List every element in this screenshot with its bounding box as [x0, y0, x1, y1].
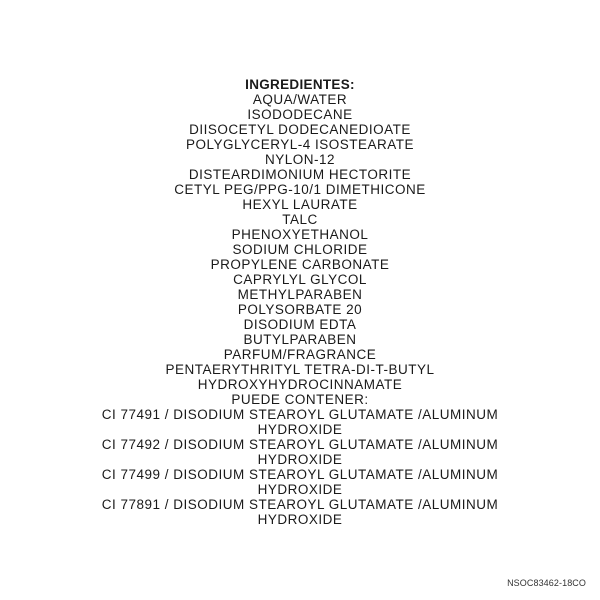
colorant-line: HYDROXIDE [257, 422, 343, 437]
may-contain-heading: PUEDE CONTENER: [231, 392, 369, 407]
colorant-line: HYDROXIDE [257, 512, 343, 527]
ingredient-line: POLYGLYCERYL-4 ISOSTEARATE [185, 137, 415, 152]
ingredient-line: HEXYL LAURATE [242, 197, 358, 212]
ingredient-line: PROPYLENE CARBONATE [210, 257, 390, 272]
ingredient-line: SODIUM CHLORIDE [232, 242, 368, 257]
ingredient-line: NYLON-12 [264, 152, 336, 167]
colorant-line: CI 77891 / DISODIUM STEAROYL GLUTAMATE /ALUMINUM [101, 497, 499, 512]
colorant-line: HYDROXIDE [257, 482, 343, 497]
ingredient-line: AQUA/WATER [252, 92, 348, 107]
ingredient-line: ISODODECANE [247, 107, 353, 122]
ingredient-line: CETYL PEG/PPG-10/1 DIMETHICONE [174, 182, 426, 197]
ingredient-line: CAPRYLYL GLYCOL [233, 272, 367, 287]
ingredients-title: INGREDIENTES: [245, 77, 355, 92]
colorant-line: CI 77499 / DISODIUM STEAROYL GLUTAMATE /ALUMINUM [101, 467, 499, 482]
ingredients-panel [0, 77, 600, 527]
ingredient-line: DISODIUM EDTA [243, 317, 357, 332]
ingredient-line: TALC [282, 212, 318, 227]
colorant-line: CI 77492 / DISODIUM STEAROYL GLUTAMATE /ALUMINUM [101, 437, 499, 452]
colorant-line: HYDROXIDE [257, 452, 343, 467]
ingredient-line: DISTEARDIMONIUM HECTORITE [188, 167, 412, 182]
product-code: NSOC83462-18CO [507, 578, 586, 588]
ingredient-line: METHYLPARABEN [237, 287, 363, 302]
ingredient-line: DIISOCETYL DODECANEDIOATE [189, 122, 411, 137]
ingredient-line: PHENOXYETHANOL [231, 227, 369, 242]
ingredient-line: BUTYLPARABEN [243, 332, 357, 347]
colorant-line: CI 77491 / DISODIUM STEAROYL GLUTAMATE /ALUMINUM [101, 407, 499, 422]
ingredient-line: PARFUM/FRAGRANCE [223, 347, 377, 362]
ingredient-line: POLYSORBATE 20 [237, 302, 363, 317]
ingredient-line: HYDROXYHYDROCINNAMATE [197, 377, 403, 392]
ingredient-line: PENTAERYTHRITYL TETRA-DI-T-BUTYL [165, 362, 435, 377]
